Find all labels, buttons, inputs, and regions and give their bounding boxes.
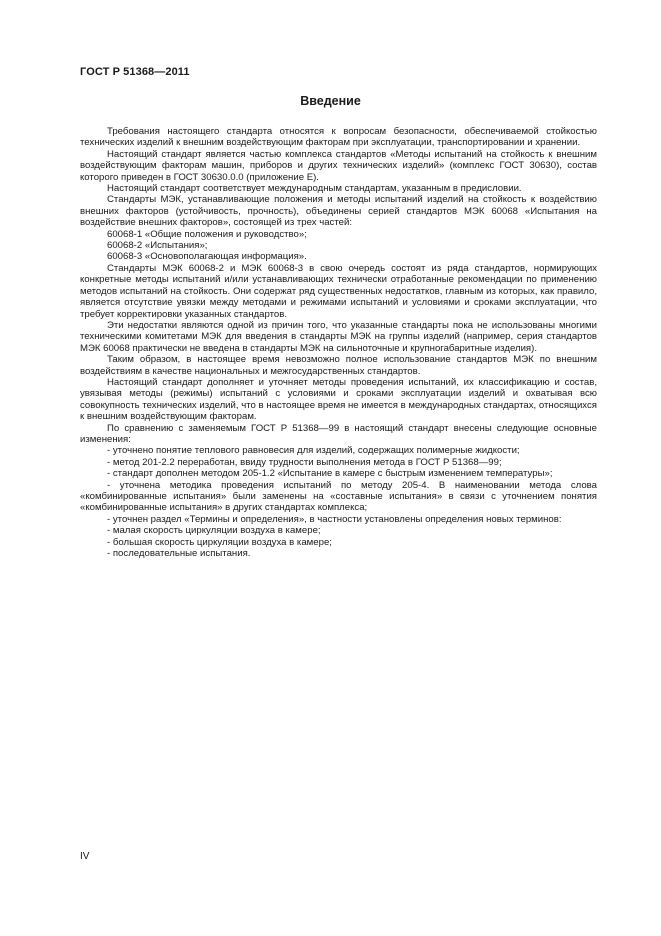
iec-part-item: 60068-3 «Основополагающая информация». [107, 251, 307, 263]
change-list-item: - уточнено понятие теплового равновесия для изделий, содержащих полимерные жидкости; [107, 445, 520, 457]
paragraph: Настоящий стандарт дополняет и уточняет методы проведения испытаний, их классификацию и состав, увязывая методы (режимы) испытаний с условиями и сроками эксплуатации изделий и охватывая всю совокупность технических изделий, что в настоящее время не имеется в международных стандартах, относящихся к внешним воздействующим факторам. [80, 376, 597, 423]
term-list-item: - малая скорость циркуляции воздуха в камере; [107, 525, 321, 537]
iec-part-item: 60068-1 «Общие положения и руководство»; [107, 228, 307, 240]
term-list-item: - последовательные испытания. [107, 548, 251, 560]
paragraph: Настоящий стандарт соответствует международным стандартам, указанным в предисловии. [107, 183, 522, 195]
change-list-item: - метод 201-2.2 переработан, ввиду трудности выполнения метода в ГОСТ Р 51368—99; [107, 456, 502, 468]
document-header: ГОСТ Р 51368—2011 [80, 66, 190, 78]
change-list-item: - уточнен раздел «Термины и определения», в частности установлены определения новых терминов: [107, 513, 562, 525]
change-list-item: - уточнена методика проведения испытаний по методу 205-4. В наименовании метода слова «комбинированные испытания» были заменены на «составные испытания» в связи с уточнением понятия «комбинированные испытания» в других стандартах комплекса; [80, 479, 597, 514]
paragraph: Настоящий стандарт является частью комплекса стандартов «Методы испытаний на стойкость к внешним воздействующим факторам машин, приборов и других технических изделий» (комплекс ГОСТ 30630), состав которого приведен в ГОСТ 30630.0.0 (приложение Е). [80, 148, 597, 183]
term-list-item: - большая скорость циркуляции воздуха в камере; [107, 536, 332, 548]
paragraph: Стандарты МЭК 60068-2 и МЭК 60068-3 в свою очередь состоят из ряда стандартов, нормирующих конкретные методы испытаний и/или устанавливающих технически отработанные рекомендации по применению методов испытаний на стойкость. Они содержат ряд существенных недостатков, главным из которых, как правило, является отсутствие увязки между методами и режимами испытаний и условиями и сроками эксплуатации, что требует корректировки указанных стандартов. [80, 262, 597, 320]
paragraph: Эти недостатки являются одной из причин того, что указанные стандарты пока не использованы многими техническими комитетами МЭК для введения в стандарты МЭК на группы изделий (например, серия стандартов МЭК 60068 практически не введена в стандарты МЭК на сильноточные и крупногабаритные изделия). [80, 319, 597, 354]
paragraph: Требования настоящего стандарта относятся к вопросам безопасности, обеспечиваемой стойкостью технических изделий к внешним воздействующим факторам при эксплуатации, транспортировании и хранении. [80, 126, 597, 149]
iec-part-item: 60068-2 «Испытания»; [107, 240, 208, 252]
page-number: IV [80, 851, 90, 862]
change-list-item: - стандарт дополнен методом 205-1.2 «Испытание в камере с быстрым изменением температуры»; [107, 468, 553, 480]
paragraph: Стандарты МЭК, устанавливающие положения и методы испытаний изделий на стойкость к воздействию внешних факторов (устойчивость, прочность), объединены серией стандартов МЭК 60068 «Испытания на воздействие внешних факторов», состоящей из трех частей: [80, 194, 597, 229]
paragraph: Таким образом, в настоящее время невозможно полное использование стандартов МЭК по внешним воздействиям в качестве национальных и межгосударственных стандартов. [80, 354, 597, 377]
body-text [80, 126, 597, 559]
section-title: Введение [300, 94, 361, 108]
paragraph: По сравнению с заменяемым ГОСТ Р 51368—99 в настоящий стандарт внесены следующие основные изменения: [80, 422, 597, 445]
